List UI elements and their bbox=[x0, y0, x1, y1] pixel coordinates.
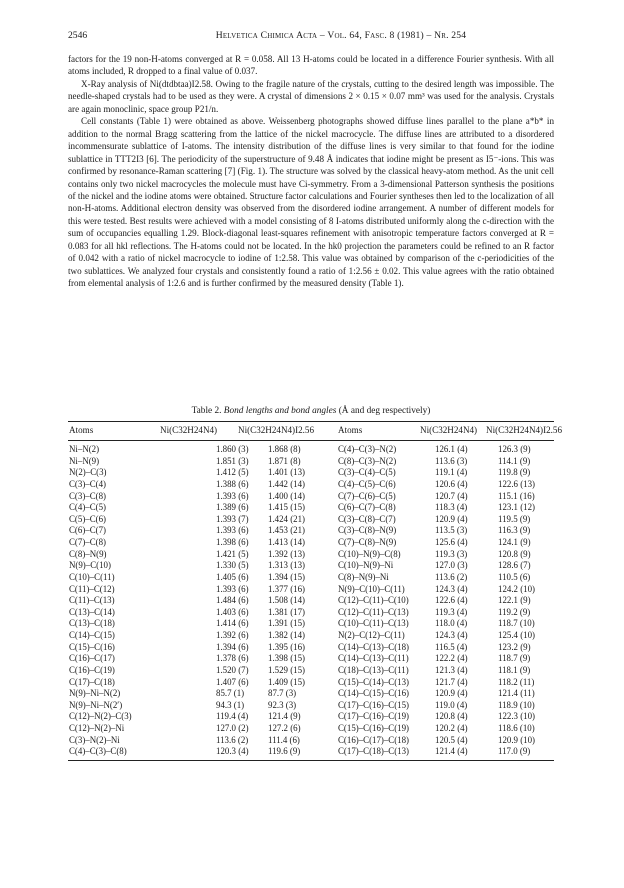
table-row bbox=[68, 502, 554, 514]
bond-length-ni-iodide-cell: 1.413 (14) bbox=[268, 537, 305, 547]
bond-atoms-cell: Ni–N(2) bbox=[69, 444, 100, 454]
angle-ni-iodide-cell: 122.3 (10) bbox=[498, 711, 535, 722]
angle-ni-iodide-cell: 124.2 (10) bbox=[498, 583, 535, 594]
bond-length-ni-cell: 1.851 (3) bbox=[216, 455, 249, 466]
bond-length-ni-iodide-cell: 1.377 (16) bbox=[268, 583, 305, 594]
angle-ni-cell: 120.9 (4) bbox=[435, 688, 468, 699]
angle-ni-iodide-cell: 120.9 (10) bbox=[498, 734, 535, 745]
bond-atoms-cell: C(14)–C(15) bbox=[69, 630, 115, 640]
table-row bbox=[68, 723, 554, 735]
bond-length-ni-cell: 1.520 (7) bbox=[216, 664, 249, 675]
angle-ni-iodide-cell: 118.6 (10) bbox=[498, 723, 535, 733]
bond-length-ni-iodide-cell: 1.394 (15) bbox=[268, 571, 305, 582]
angle-atoms-cell: C(14)–C(13)–C(11) bbox=[338, 653, 409, 664]
angle-ni-iodide-cell: 126.3 (9) bbox=[498, 444, 531, 454]
table-row bbox=[68, 618, 554, 630]
bond-length-ni-iodide-cell: 1.508 (14) bbox=[268, 595, 305, 606]
table-row bbox=[68, 677, 554, 689]
bond-atoms-cell: C(3)–C(4) bbox=[69, 478, 106, 489]
angle-ni-iodide-cell: 115.1 (16) bbox=[498, 490, 535, 501]
bond-length-ni-iodide-cell: 1.453 (21) bbox=[268, 525, 305, 536]
journal-title: Helvetica Chimica Acta – Vol. 64, Fasc. 8 (1981) – Nr. 254 bbox=[215, 30, 467, 41]
angle-ni-iodide-cell: 122.1 (9) bbox=[498, 595, 531, 606]
bond-length-ni-cell: 1.398 (6) bbox=[216, 537, 249, 547]
angle-ni-iodide-cell: 118.7 (9) bbox=[498, 653, 531, 664]
bond-length-ni-cell: 1.388 (6) bbox=[216, 478, 249, 489]
bond-length-ni-iodide-cell: 1.442 (14) bbox=[268, 478, 305, 489]
table-row bbox=[68, 444, 554, 456]
angle-ni-iodide-cell: 117.0 (9) bbox=[498, 746, 531, 757]
angle-ni-cell: 120.6 (4) bbox=[435, 478, 468, 489]
bond-length-ni-cell: 85.7 (1) bbox=[216, 688, 245, 699]
bond-length-ni-cell: 1.393 (6) bbox=[216, 490, 249, 501]
angle-atoms-cell: C(18)–C(13)–C(11) bbox=[338, 664, 409, 675]
angle-ni-iodide-cell: 128.6 (7) bbox=[498, 560, 531, 571]
angle-ni-cell: 120.8 (4) bbox=[435, 711, 468, 722]
bond-atoms-cell: C(10)–C(11) bbox=[69, 571, 115, 582]
bond-atoms-cell: C(12)–N(2)–Ni bbox=[69, 723, 125, 733]
angle-atoms-cell: C(15)–C(16)–C(19) bbox=[338, 723, 409, 733]
table-row bbox=[68, 491, 554, 503]
table-row bbox=[68, 595, 554, 607]
bond-length-ni-iodide-cell: 1.868 (8) bbox=[268, 444, 301, 454]
table-top-rule bbox=[68, 421, 554, 422]
table-row bbox=[68, 456, 554, 468]
bond-atoms-cell: C(16)–C(17) bbox=[69, 653, 115, 664]
bond-length-ni-iodide-cell: 121.4 (9) bbox=[268, 711, 301, 722]
bond-length-ni-iodide-cell: 1.391 (15) bbox=[268, 618, 305, 629]
angle-atoms-cell: C(10)–N(9)–Ni bbox=[338, 560, 394, 571]
angle-ni-cell: 120.9 (4) bbox=[435, 513, 468, 524]
table-row bbox=[68, 630, 554, 642]
bond-length-ni-cell: 94.3 (1) bbox=[216, 699, 245, 710]
angle-ni-cell: 113.6 (2) bbox=[435, 571, 468, 582]
table-row bbox=[68, 735, 554, 747]
angle-ni-iodide-cell: 123.2 (9) bbox=[498, 641, 531, 652]
angle-atoms-cell: C(17)–C(16)–C(15) bbox=[338, 699, 409, 710]
bond-length-ni-cell: 1.393 (6) bbox=[216, 525, 249, 536]
table-row bbox=[68, 700, 554, 712]
angle-ni-cell: 118.3 (4) bbox=[435, 502, 468, 513]
angle-atoms-cell: N(2)–C(12)–C(11) bbox=[338, 630, 405, 640]
bond-length-ni-iodide-cell: 1.398 (15) bbox=[268, 653, 305, 664]
bond-length-ni-iodide-cell: 1.871 (8) bbox=[268, 455, 301, 466]
angle-ni-cell: 122.2 (4) bbox=[435, 653, 468, 664]
bond-length-ni-cell: 1.484 (6) bbox=[216, 595, 249, 606]
bond-length-ni-iodide-cell: 1.415 (15) bbox=[268, 502, 305, 513]
angle-ni-cell: 119.3 (3) bbox=[435, 548, 468, 559]
bond-atoms-cell: N(9)–C(10) bbox=[69, 560, 111, 571]
table-row bbox=[68, 653, 554, 665]
bond-length-ni-iodide-cell: 92.3 (3) bbox=[268, 699, 297, 710]
bond-atoms-cell: C(12)–N(2)–C(3) bbox=[69, 711, 132, 722]
body-text bbox=[68, 53, 554, 290]
angle-atoms-cell: C(17)–C(16)–C(19) bbox=[338, 711, 409, 722]
paragraph-3: Cell constants (Table 1) were obtained as above. Weissenberg photographs showed diffuse lines parallel to the plane a*b* in addition to the normal Bragg scattering from the lattice of the nickel macrocycle. The diffuse lines are attributed to a disordered incommensurate sublattice of I-atoms. The intensity distribution of the diffuse lines is very similar to that found for the iodine sublattice in TTT2I3 [6]. The periodicity of the superstructure of 9.48 Å indicates that iodine might be present as I5⁻-ions. This was confirmed by resonance-Raman scattering [7] (Fig. 1). The structure was solved by the classical heavy-atom method. As the unit cell contains only two nickel macrocycles the molecule must have Ci-symmetry. From a 3-dimensional Patterson synthesis the positions of the nickel and the iodine atoms were obtained. Structure factor calculations and Fourier syntheses then led to the localization of all non-H-atoms. Additional electron density was observed from the disordered iodine arrangement. A number of different models for this were tested. Best results were achieved with a model consisting of 8 I-atoms distributed uniformly along the c-direction with the sum of occupancies equalling 1.29. Block-diagonal least-squares refinement with anisotropic temperature factors converged at R = 0.083 for all hkl reflections. The H-atoms could not be located. In the hk0 projection the parameters could be refined to an R factor of 0.042 with a ratio of nickel macrocycle to iodine of 1:2.58. This value was obtained by comparison of the c-periodicities of the two sublattices. We analyzed four crystals and consistently found a ratio of 1:2.56 ± 0.02. This value agrees with the ratio obtained from elemental analysis of 1:2.6 and is further confirmed by the measured density (Table 1). bbox=[68, 116, 554, 289]
table-row bbox=[68, 665, 554, 677]
bond-length-ni-cell: 1.389 (6) bbox=[216, 502, 249, 513]
bond-length-ni-iodide-cell: 127.2 (6) bbox=[268, 723, 301, 733]
table-row bbox=[68, 688, 554, 700]
angle-atoms-cell: C(4)–C(5)–C(6) bbox=[338, 478, 396, 489]
running-header bbox=[68, 30, 554, 42]
table-row bbox=[68, 642, 554, 654]
bond-length-ni-iodide-cell: 1.529 (15) bbox=[268, 664, 305, 675]
angle-atoms-cell: C(7)–C(8)–N(9) bbox=[338, 537, 397, 547]
table-row bbox=[68, 560, 554, 572]
table-caption-text: Bond lengths and bond angles bbox=[223, 406, 337, 416]
bond-length-ni-cell: 1.394 (6) bbox=[216, 641, 249, 652]
bond-atoms-cell: C(11)–C(13) bbox=[69, 595, 115, 606]
angle-ni-iodide-cell: 114.1 (9) bbox=[498, 455, 531, 466]
bond-atoms-cell: C(4)–C(5) bbox=[69, 502, 106, 513]
table-row bbox=[68, 572, 554, 584]
table-bottom-rule bbox=[68, 760, 554, 761]
angle-ni-cell: 120.2 (4) bbox=[435, 723, 468, 733]
bond-atoms-cell: C(5)–C(6) bbox=[69, 513, 106, 524]
bond-atoms-cell: C(4)–C(3)–C(8) bbox=[69, 746, 127, 757]
bond-length-ni-cell: 1.392 (6) bbox=[216, 630, 249, 640]
bond-length-ni-iodide-cell: 87.7 (3) bbox=[268, 688, 297, 699]
table-header-rule bbox=[68, 440, 554, 441]
header-ni-iodide-left: Ni(C32H24N4)I2.56 bbox=[238, 425, 315, 435]
angle-ni-iodide-cell: 122.6 (13) bbox=[498, 478, 535, 489]
angle-ni-cell: 124.3 (4) bbox=[435, 583, 468, 594]
angle-atoms-cell: C(3)–C(8)–N(9) bbox=[338, 525, 397, 536]
angle-ni-iodide-cell: 110.5 (6) bbox=[498, 571, 531, 582]
table-row bbox=[68, 584, 554, 596]
bond-length-ni-iodide-cell: 1.313 (13) bbox=[268, 560, 305, 571]
angle-ni-iodide-cell: 120.8 (9) bbox=[498, 548, 531, 559]
bond-length-ni-iodide-cell: 1.381 (17) bbox=[268, 606, 305, 617]
angle-atoms-cell: C(15)–C(14)–C(13) bbox=[338, 676, 409, 687]
angle-ni-cell: 121.4 (4) bbox=[435, 746, 468, 757]
table-body bbox=[68, 444, 554, 758]
angle-atoms-cell: C(8)–N(9)–Ni bbox=[338, 571, 389, 582]
angle-ni-cell: 113.6 (3) bbox=[435, 455, 468, 466]
bond-length-ni-cell: 1.393 (7) bbox=[216, 513, 249, 524]
bond-length-ni-iodide-cell: 1.395 (16) bbox=[268, 641, 305, 652]
bond-length-ni-cell: 127.0 (2) bbox=[216, 723, 249, 733]
header-atoms-left: Atoms bbox=[69, 425, 94, 435]
table-row bbox=[68, 607, 554, 619]
bond-atoms-cell: N(9)–Ni–N(2) bbox=[69, 688, 121, 699]
table-caption-units: (Å and deg respectively) bbox=[338, 406, 431, 416]
bond-length-ni-iodide-cell: 1.409 (15) bbox=[268, 676, 305, 687]
angle-ni-cell: 118.0 (4) bbox=[435, 618, 468, 629]
angle-ni-cell: 113.5 (3) bbox=[435, 525, 468, 536]
bond-atoms-cell: C(3)–N(2)–Ni bbox=[69, 734, 120, 745]
header-atoms-right: Atoms bbox=[338, 425, 363, 435]
angle-ni-iodide-cell: 119.2 (9) bbox=[498, 606, 531, 617]
bond-atoms-cell: C(11)–C(12) bbox=[69, 583, 115, 594]
angle-ni-cell: 127.0 (3) bbox=[435, 560, 468, 571]
angle-ni-cell: 121.3 (4) bbox=[435, 664, 468, 675]
angle-ni-iodide-cell: 116.3 (9) bbox=[498, 525, 531, 536]
bond-atoms-cell: C(3)–C(8) bbox=[69, 490, 106, 501]
bond-length-ni-cell: 120.3 (4) bbox=[216, 746, 249, 757]
angle-ni-iodide-cell: 119.5 (9) bbox=[498, 513, 531, 524]
table-row bbox=[68, 467, 554, 479]
paragraph-1: factors for the 19 non-H-atoms converged at R = 0.058. All 13 H-atoms could be located in a difference Fourier synthesis. With all atoms included, R dropped to a final value of 0.037. bbox=[68, 54, 554, 77]
angle-atoms-cell: C(7)–C(6)–C(5) bbox=[338, 490, 396, 501]
bond-atoms-cell: C(17)–C(18) bbox=[69, 676, 115, 687]
bond-length-ni-cell: 1.407 (6) bbox=[216, 676, 249, 687]
table-row bbox=[68, 537, 554, 549]
angle-ni-iodide-cell: 123.1 (12) bbox=[498, 502, 535, 513]
bond-length-ni-iodide-cell: 1.424 (21) bbox=[268, 513, 305, 524]
table-header-row bbox=[68, 425, 563, 438]
bond-length-ni-iodide-cell: 1.392 (13) bbox=[268, 548, 305, 559]
bond-length-ni-cell: 1.860 (3) bbox=[216, 444, 249, 454]
page-number: 2546 bbox=[68, 30, 88, 41]
table-row bbox=[68, 479, 554, 491]
bond-length-ni-cell: 1.421 (5) bbox=[216, 548, 249, 559]
angle-atoms-cell: C(3)–C(8)–C(7) bbox=[338, 513, 396, 524]
angle-atoms-cell: C(16)–C(17)–C(18) bbox=[338, 734, 409, 745]
angle-ni-cell: 120.5 (4) bbox=[435, 734, 468, 745]
angle-ni-cell: 116.5 (4) bbox=[435, 641, 468, 652]
angle-ni-cell: 119.0 (4) bbox=[435, 699, 468, 710]
angle-ni-iodide-cell: 118.9 (10) bbox=[498, 699, 535, 710]
bond-length-ni-cell: 1.403 (6) bbox=[216, 606, 249, 617]
table-row bbox=[68, 549, 554, 561]
bond-atoms-cell: C(13)–C(18) bbox=[69, 618, 115, 629]
bond-atoms-cell: N(2)–C(3) bbox=[69, 467, 107, 478]
table-caption-label: Table 2. bbox=[191, 406, 222, 416]
bond-atoms-cell: Ni–N(9) bbox=[69, 455, 100, 466]
bond-length-ni-cell: 1.330 (5) bbox=[216, 560, 249, 571]
paragraph-2: X-Ray analysis of Ni(dtdbtaa)I2.58. Owing to the fragile nature of the crystals, cutting to the desired length was impossible. The needle-shaped crystals had to be used as they were. A crystal of dimensions 2 × 0.15 × 0.07 mm³ was used for the analysis. Crystals are again monoclinic, space group P21/n. bbox=[68, 78, 554, 114]
angle-atoms-cell: N(9)–C(10)–C(11) bbox=[338, 583, 405, 594]
table-row bbox=[68, 746, 554, 758]
bond-length-ni-cell: 1.414 (6) bbox=[216, 618, 249, 629]
table-row bbox=[68, 514, 554, 526]
angle-atoms-cell: C(10)–C(11)–C(13) bbox=[338, 618, 409, 629]
angle-atoms-cell: C(12)–C(11)–C(10) bbox=[338, 595, 409, 606]
angle-atoms-cell: C(14)–C(15)–C(16) bbox=[338, 688, 409, 699]
angle-ni-cell: 119.1 (4) bbox=[435, 467, 468, 478]
bond-length-ni-cell: 1.393 (6) bbox=[216, 583, 249, 594]
angle-ni-iodide-cell: 121.4 (11) bbox=[498, 688, 535, 699]
bond-length-ni-cell: 113.6 (2) bbox=[216, 734, 249, 745]
bond-length-ni-cell: 1.378 (6) bbox=[216, 653, 249, 664]
angle-ni-iodide-cell: 119.8 (9) bbox=[498, 467, 531, 478]
angle-atoms-cell: C(14)–C(13)–C(18) bbox=[338, 641, 409, 652]
bond-atoms-cell: C(16)–C(19) bbox=[69, 664, 115, 675]
header-ni-left: Ni(C32H24N4) bbox=[160, 425, 218, 435]
angle-ni-iodide-cell: 118.2 (11) bbox=[498, 676, 535, 687]
bond-atoms-cell: C(15)–C(16) bbox=[69, 641, 115, 652]
angle-ni-cell: 122.6 (4) bbox=[435, 595, 468, 606]
bond-length-ni-iodide-cell: 1.400 (14) bbox=[268, 490, 305, 501]
angle-atoms-cell: C(8)–C(3)–N(2) bbox=[338, 455, 397, 466]
bond-atoms-cell: C(7)–C(8) bbox=[69, 537, 106, 547]
bond-length-ni-cell: 1.412 (5) bbox=[216, 467, 249, 478]
header-ni-iodide-right: Ni(C32H24N4)I2.56 bbox=[486, 425, 563, 435]
angle-ni-iodide-cell: 124.1 (9) bbox=[498, 537, 531, 547]
angle-ni-cell: 121.7 (4) bbox=[435, 676, 468, 687]
bond-length-ni-iodide-cell: 1.401 (13) bbox=[268, 467, 305, 478]
header-ni-right: Ni(C32H24N4) bbox=[420, 425, 478, 435]
bond-atoms-cell: N(9)–Ni–N(2′) bbox=[69, 699, 123, 710]
bond-length-ni-iodide-cell: 119.6 (9) bbox=[268, 746, 301, 757]
angle-ni-cell: 125.6 (4) bbox=[435, 537, 468, 547]
angle-atoms-cell: C(4)–C(3)–N(2) bbox=[338, 444, 397, 454]
bond-length-ni-cell: 1.405 (6) bbox=[216, 571, 249, 582]
angle-atoms-cell: C(17)–C(18)–C(13) bbox=[338, 746, 409, 757]
table-caption bbox=[68, 406, 554, 416]
bond-atoms-cell: C(8)–N(9) bbox=[69, 548, 107, 559]
angle-ni-iodide-cell: 125.4 (10) bbox=[498, 630, 535, 640]
angle-ni-cell: 124.3 (4) bbox=[435, 630, 468, 640]
table-row bbox=[68, 711, 554, 723]
angle-atoms-cell: C(3)–C(4)–C(5) bbox=[338, 467, 396, 478]
angle-ni-iodide-cell: 118.7 (10) bbox=[498, 618, 535, 629]
bond-atoms-cell: C(13)–C(14) bbox=[69, 606, 115, 617]
angle-atoms-cell: C(12)–C(11)–C(13) bbox=[338, 606, 409, 617]
bond-length-ni-iodide-cell: 1.382 (14) bbox=[268, 630, 305, 640]
angle-atoms-cell: C(10)–N(9)–C(8) bbox=[338, 548, 401, 559]
angle-ni-cell: 119.3 (4) bbox=[435, 606, 468, 617]
bond-length-ni-cell: 119.4 (4) bbox=[216, 711, 249, 722]
bond-length-ni-iodide-cell: 111.4 (6) bbox=[268, 734, 300, 745]
bond-atoms-cell: C(6)–C(7) bbox=[69, 525, 106, 536]
angle-ni-cell: 126.1 (4) bbox=[435, 444, 468, 454]
table-row bbox=[68, 525, 554, 537]
angle-atoms-cell: C(6)–C(7)–C(8) bbox=[338, 502, 396, 513]
angle-ni-cell: 120.7 (4) bbox=[435, 490, 468, 501]
angle-ni-iodide-cell: 118.1 (9) bbox=[498, 664, 531, 675]
